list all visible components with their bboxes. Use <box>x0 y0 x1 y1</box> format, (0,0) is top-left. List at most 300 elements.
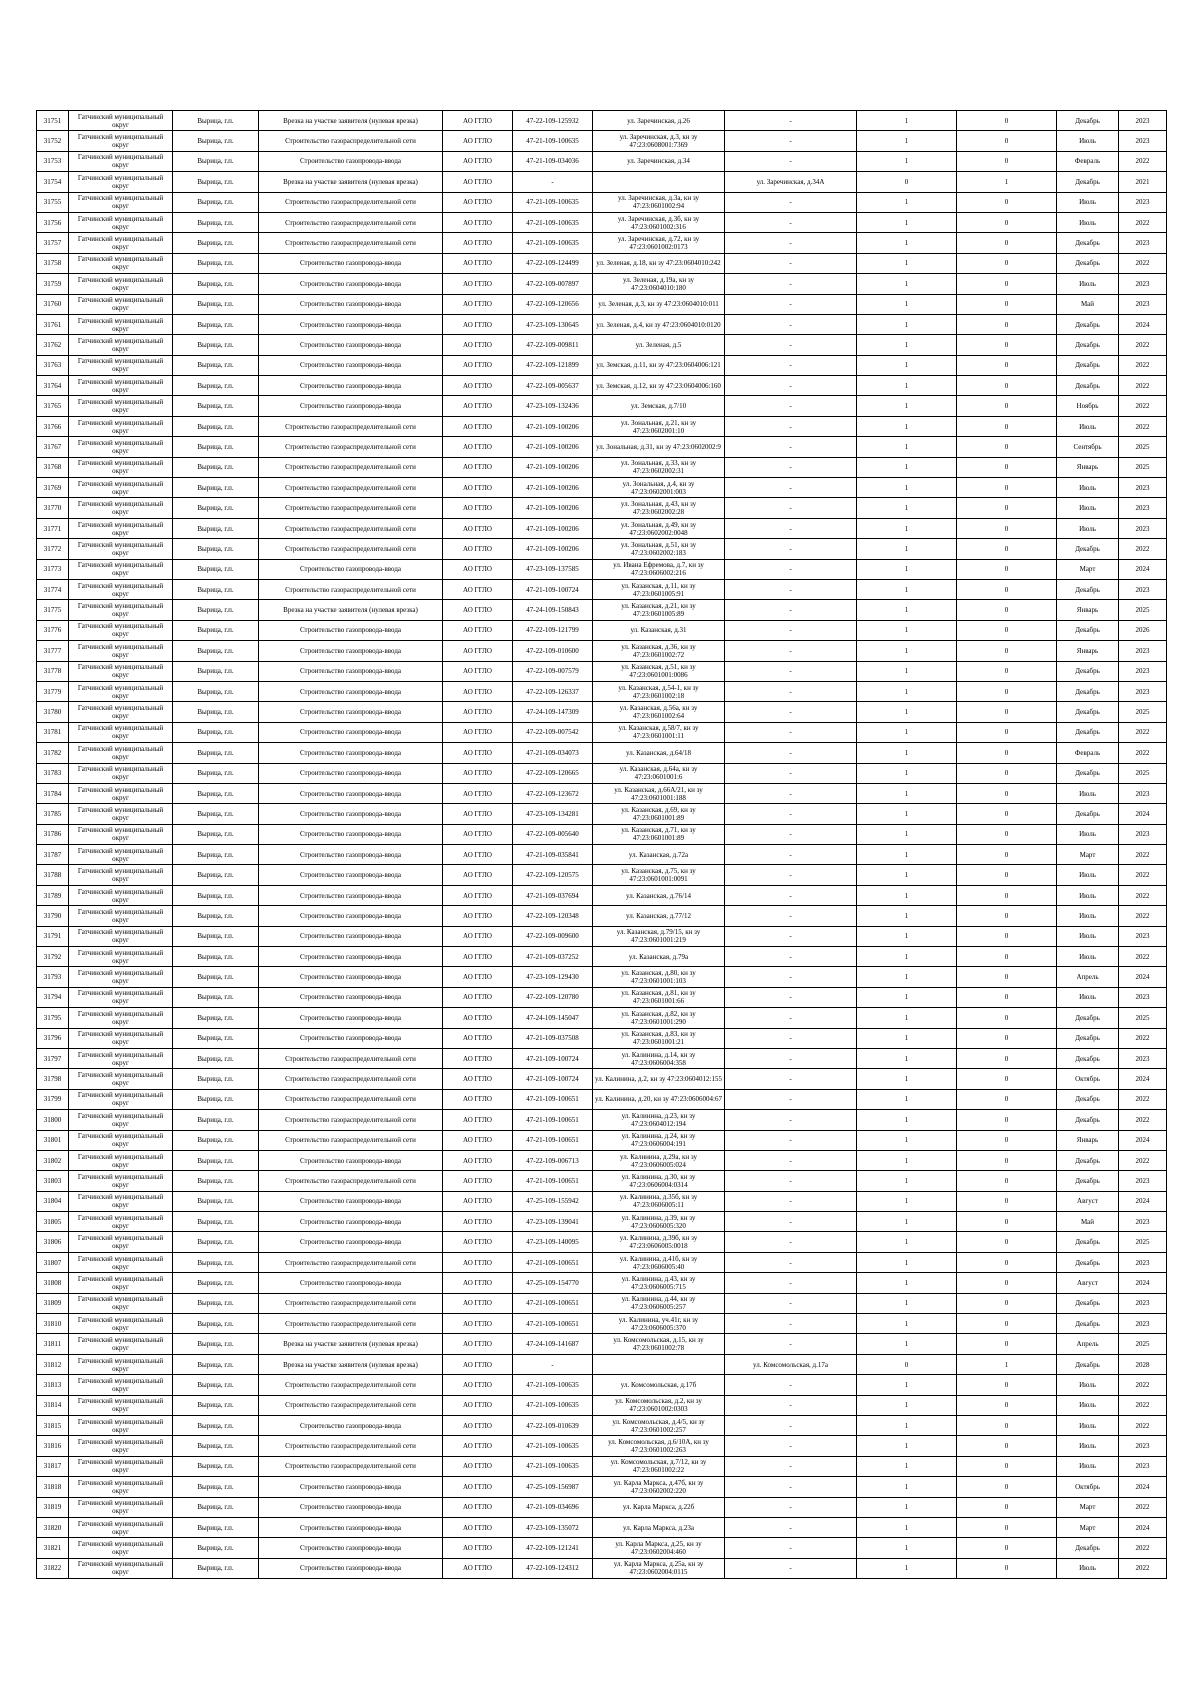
cell-month: Декабрь <box>1057 1171 1119 1191</box>
cell-count-a: 1 <box>857 274 957 294</box>
table-row <box>37 1069 1167 1089</box>
cell-count-b: 0 <box>957 335 1057 355</box>
cell-month: Июль <box>1057 947 1119 967</box>
cell-month: Февраль <box>1057 743 1119 763</box>
table-row <box>37 192 1167 212</box>
cell-organization: АО ГГЛО <box>443 478 513 498</box>
cell-count-b: 0 <box>957 294 1057 314</box>
cell-address-with-cadastral: ул. Карла Маркса, д.47б, кн зу 47:23:0602002:220 <box>593 1477 725 1497</box>
cell-settlement: Вырица, г.п. <box>173 559 259 579</box>
cell-row-number: 31768 <box>37 457 69 477</box>
cell-count-a: 1 <box>857 1293 957 1313</box>
table-row <box>37 172 1167 192</box>
cell-application-number: 47-23-109-140095 <box>513 1232 593 1252</box>
table-row <box>37 824 1167 844</box>
gas-connection-table <box>36 110 1167 1579</box>
cell-month: Июль <box>1057 478 1119 498</box>
cell-year: 2023 <box>1119 478 1167 498</box>
cell-settlement: Вырица, г.п. <box>173 539 259 559</box>
table-row <box>37 1212 1167 1232</box>
cell-address-plain: - <box>725 518 857 538</box>
cell-work-type: Строительство газораспределительной сети <box>259 437 443 457</box>
cell-district: Гатчинский муниципальный округ <box>69 253 173 273</box>
cell-application-number: 47-24-109-141687 <box>513 1334 593 1354</box>
table-row <box>37 314 1167 334</box>
cell-year: 2023 <box>1119 233 1167 253</box>
cell-work-type: Строительство газораспределительной сети <box>259 518 443 538</box>
cell-address-with-cadastral: ул. Зональная, д.49, кн зу 47:23:0602002:0048 <box>593 518 725 538</box>
cell-count-b: 0 <box>957 233 1057 253</box>
table-row <box>37 1334 1167 1354</box>
cell-count-b: 0 <box>957 987 1057 1007</box>
cell-district: Гатчинский муниципальный округ <box>69 702 173 722</box>
cell-settlement: Вырица, г.п. <box>173 396 259 416</box>
cell-work-type: Строительство газопровода-ввода <box>259 1150 443 1170</box>
cell-district: Гатчинский муниципальный округ <box>69 172 173 192</box>
cell-work-type: Строительство газопровода-ввода <box>259 151 443 171</box>
cell-district: Гатчинский муниципальный округ <box>69 1008 173 1028</box>
cell-address-with-cadastral: ул. Калинина, д.29а, кн зу 47:23:0606005:024 <box>593 1150 725 1170</box>
cell-work-type: Строительство газопровода-ввода <box>259 396 443 416</box>
cell-work-type: Строительство газопровода-ввода <box>259 1028 443 1048</box>
cell-year: 2022 <box>1119 743 1167 763</box>
cell-year: 2022 <box>1119 1375 1167 1395</box>
cell-work-type: Строительство газораспределительной сети <box>259 457 443 477</box>
cell-address-with-cadastral: ул. Комсомольская, д.2, кн зу 47:23:0601002:0303 <box>593 1395 725 1415</box>
cell-settlement: Вырица, г.п. <box>173 641 259 661</box>
cell-year: 2022 <box>1119 906 1167 926</box>
cell-count-b: 0 <box>957 1375 1057 1395</box>
cell-month: Июль <box>1057 987 1119 1007</box>
cell-district: Гатчинский муниципальный округ <box>69 804 173 824</box>
cell-district: Гатчинский муниципальный округ <box>69 620 173 640</box>
cell-count-a: 1 <box>857 1028 957 1048</box>
table-row <box>37 661 1167 681</box>
cell-count-a: 1 <box>857 1089 957 1109</box>
cell-settlement: Вырица, г.п. <box>173 947 259 967</box>
cell-year: 2023 <box>1119 1436 1167 1456</box>
table-row <box>37 1436 1167 1456</box>
cell-year: 2022 <box>1119 396 1167 416</box>
cell-year: 2024 <box>1119 1273 1167 1293</box>
cell-count-a: 1 <box>857 192 957 212</box>
cell-month: Декабрь <box>1057 1150 1119 1170</box>
cell-address-with-cadastral: ул. Казанская, д.51, кн зу 47:23:0601001:0086 <box>593 661 725 681</box>
cell-row-number: 31800 <box>37 1110 69 1130</box>
cell-settlement: Вырица, г.п. <box>173 885 259 905</box>
cell-count-a: 1 <box>857 1008 957 1028</box>
cell-count-a: 1 <box>857 457 957 477</box>
cell-work-type: Строительство газопровода-ввода <box>259 722 443 742</box>
cell-address-plain: - <box>725 1212 857 1232</box>
cell-address-with-cadastral: ул. Калинина, д.35б, кн зу 47:23:0606005:11 <box>593 1191 725 1211</box>
cell-address-plain: - <box>725 1028 857 1048</box>
cell-count-a: 1 <box>857 1110 957 1130</box>
table-row <box>37 396 1167 416</box>
cell-organization: АО ГГЛО <box>443 579 513 599</box>
cell-count-b: 0 <box>957 967 1057 987</box>
cell-count-b: 0 <box>957 804 1057 824</box>
cell-count-a: 1 <box>857 885 957 905</box>
cell-district: Гатчинский муниципальный округ <box>69 457 173 477</box>
table-row <box>37 437 1167 457</box>
cell-count-a: 1 <box>857 947 957 967</box>
cell-application-number: 47-21-109-037694 <box>513 885 593 905</box>
cell-row-number: 31813 <box>37 1375 69 1395</box>
cell-count-b: 0 <box>957 1436 1057 1456</box>
cell-address-with-cadastral: ул. Казанская, д.83, кн зу 47:23:0601001:21 <box>593 1028 725 1048</box>
cell-month: Декабрь <box>1057 763 1119 783</box>
cell-work-type: Строительство газопровода-ввода <box>259 253 443 273</box>
cell-address-plain: - <box>725 702 857 722</box>
cell-organization: АО ГГЛО <box>443 1150 513 1170</box>
cell-count-b: 0 <box>957 620 1057 640</box>
cell-count-b: 0 <box>957 1212 1057 1232</box>
cell-work-type: Строительство газораспределительной сети <box>259 1375 443 1395</box>
cell-month: Октябрь <box>1057 1477 1119 1497</box>
cell-district: Гатчинский муниципальный округ <box>69 1130 173 1150</box>
cell-address-plain: - <box>725 1252 857 1272</box>
table-row <box>37 478 1167 498</box>
cell-address-with-cadastral: ул. Казанская, д.64а, кн зу 47:23:0601001:6 <box>593 763 725 783</box>
cell-count-a: 1 <box>857 335 957 355</box>
cell-count-a: 1 <box>857 620 957 640</box>
cell-settlement: Вырица, г.п. <box>173 1497 259 1517</box>
cell-settlement: Вырица, г.п. <box>173 661 259 681</box>
cell-settlement: Вырица, г.п. <box>173 1354 259 1374</box>
cell-month: Декабрь <box>1057 355 1119 375</box>
cell-address-plain: - <box>725 131 857 151</box>
cell-address-with-cadastral: ул. Заречинская, д.3, кн зу 47:23:0608001:7369 <box>593 131 725 151</box>
cell-work-type: Строительство газопровода-ввода <box>259 559 443 579</box>
cell-count-b: 0 <box>957 1395 1057 1415</box>
cell-work-type: Строительство газопровода-ввода <box>259 865 443 885</box>
cell-count-b: 0 <box>957 885 1057 905</box>
cell-district: Гатчинский муниципальный округ <box>69 1232 173 1252</box>
cell-address-plain: - <box>725 437 857 457</box>
cell-row-number: 31814 <box>37 1395 69 1415</box>
cell-address-plain: - <box>725 1436 857 1456</box>
table-row <box>37 1008 1167 1028</box>
cell-address-with-cadastral: ул. Казанская, д.36, кн зу 47:23:0601002:72 <box>593 641 725 661</box>
cell-district: Гатчинский муниципальный округ <box>69 865 173 885</box>
cell-work-type: Строительство газопровода-ввода <box>259 1191 443 1211</box>
cell-district: Гатчинский муниципальный округ <box>69 743 173 763</box>
cell-address-plain: - <box>725 1477 857 1497</box>
cell-address-with-cadastral: ул. Зональная, д.21, кн зу 47:23:0602001:10 <box>593 416 725 436</box>
cell-organization: АО ГГЛО <box>443 1558 513 1578</box>
cell-address-with-cadastral: ул. Зеленая, д.3, кн зу 47:23:0604010:011 <box>593 294 725 314</box>
cell-year: 2023 <box>1119 1048 1167 1068</box>
cell-count-a: 1 <box>857 722 957 742</box>
cell-count-b: 0 <box>957 1558 1057 1578</box>
cell-address-plain: - <box>725 1334 857 1354</box>
table-row <box>37 702 1167 722</box>
cell-settlement: Вырица, г.п. <box>173 1436 259 1456</box>
cell-address-with-cadastral: ул. Казанская, д.76/14 <box>593 885 725 905</box>
cell-settlement: Вырица, г.п. <box>173 253 259 273</box>
cell-count-a: 1 <box>857 1456 957 1476</box>
cell-count-b: 0 <box>957 1110 1057 1130</box>
cell-settlement: Вырица, г.п. <box>173 1477 259 1497</box>
cell-year: 2025 <box>1119 1334 1167 1354</box>
cell-count-a: 1 <box>857 294 957 314</box>
cell-row-number: 31817 <box>37 1456 69 1476</box>
cell-district: Гатчинский муниципальный округ <box>69 396 173 416</box>
document-page <box>36 110 1166 1579</box>
cell-work-type: Строительство газораспределительной сети <box>259 1048 443 1068</box>
cell-work-type: Строительство газопровода-ввода <box>259 355 443 375</box>
cell-application-number: 47-22-109-007897 <box>513 274 593 294</box>
cell-address-with-cadastral: ул. Карла Маркса, д.23а <box>593 1517 725 1537</box>
cell-address-plain: - <box>725 620 857 640</box>
cell-count-b: 0 <box>957 314 1057 334</box>
cell-organization: АО ГГЛО <box>443 661 513 681</box>
cell-application-number: 47-24-109-145047 <box>513 1008 593 1028</box>
cell-work-type: Строительство газопровода-ввода <box>259 641 443 661</box>
cell-year: 2023 <box>1119 518 1167 538</box>
cell-row-number: 31785 <box>37 804 69 824</box>
cell-work-type: Строительство газопровода-ввода <box>259 967 443 987</box>
cell-settlement: Вырица, г.п. <box>173 111 259 131</box>
cell-year: 2022 <box>1119 212 1167 232</box>
cell-application-number: 47-22-109-124499 <box>513 253 593 273</box>
cell-settlement: Вырица, г.п. <box>173 987 259 1007</box>
cell-district: Гатчинский муниципальный округ <box>69 478 173 498</box>
cell-application-number: 47-21-109-100635 <box>513 1436 593 1456</box>
cell-settlement: Вырица, г.п. <box>173 824 259 844</box>
cell-settlement: Вырица, г.п. <box>173 743 259 763</box>
cell-address-with-cadastral <box>593 172 725 192</box>
cell-address-plain: - <box>725 335 857 355</box>
table-row <box>37 416 1167 436</box>
cell-district: Гатчинский муниципальный округ <box>69 906 173 926</box>
cell-month: Июль <box>1057 1416 1119 1436</box>
cell-year: 2024 <box>1119 1517 1167 1537</box>
cell-application-number: 47-25-109-156987 <box>513 1477 593 1497</box>
cell-row-number: 31762 <box>37 335 69 355</box>
cell-address-with-cadastral: ул. Калинина, д.41б, кн зу 47:23:0606005:40 <box>593 1252 725 1272</box>
cell-month: Июль <box>1057 865 1119 885</box>
cell-row-number: 31776 <box>37 620 69 640</box>
cell-organization: АО ГГЛО <box>443 314 513 334</box>
cell-application-number: 47-21-109-100651 <box>513 1171 593 1191</box>
cell-organization: АО ГГЛО <box>443 947 513 967</box>
cell-organization: АО ГГЛО <box>443 457 513 477</box>
cell-count-a: 1 <box>857 253 957 273</box>
cell-month: Апрель <box>1057 1334 1119 1354</box>
cell-application-number: 47-22-109-120656 <box>513 294 593 314</box>
cell-application-number: 47-22-109-010639 <box>513 1416 593 1436</box>
cell-address-with-cadastral: ул. Зеленая, д.18, кн зу 47:23:0604010:242 <box>593 253 725 273</box>
cell-application-number: 47-21-109-100724 <box>513 1069 593 1089</box>
cell-year: 2025 <box>1119 600 1167 620</box>
cell-application-number: 47-23-109-135072 <box>513 1517 593 1537</box>
cell-count-a: 1 <box>857 865 957 885</box>
cell-address-plain: - <box>725 1110 857 1130</box>
table-row <box>37 376 1167 396</box>
cell-application-number: 47-22-109-120575 <box>513 865 593 885</box>
cell-application-number: 47-21-109-100206 <box>513 518 593 538</box>
cell-address-plain: - <box>725 1069 857 1089</box>
cell-district: Гатчинский муниципальный округ <box>69 600 173 620</box>
cell-address-plain: - <box>725 1314 857 1334</box>
cell-row-number: 31780 <box>37 702 69 722</box>
cell-count-b: 0 <box>957 579 1057 599</box>
cell-year: 2022 <box>1119 722 1167 742</box>
cell-organization: АО ГГЛО <box>443 294 513 314</box>
cell-month: Декабрь <box>1057 233 1119 253</box>
cell-month: Декабрь <box>1057 335 1119 355</box>
cell-settlement: Вырица, г.п. <box>173 906 259 926</box>
cell-organization: АО ГГЛО <box>443 416 513 436</box>
cell-month: Март <box>1057 559 1119 579</box>
cell-address-plain: - <box>725 845 857 865</box>
cell-year: 2022 <box>1119 865 1167 885</box>
cell-row-number: 31783 <box>37 763 69 783</box>
cell-year: 2023 <box>1119 681 1167 701</box>
cell-address-plain: - <box>725 722 857 742</box>
cell-address-with-cadastral: ул. Казанская, д.79/15, кн зу 47:23:0601001:219 <box>593 926 725 946</box>
cell-application-number: 47-23-109-137585 <box>513 559 593 579</box>
cell-application-number: 47-21-109-100651 <box>513 1089 593 1109</box>
cell-address-with-cadastral: ул. Зональная, д.31, кн зу 47:23:0602002:9 <box>593 437 725 457</box>
cell-month: Декабрь <box>1057 1008 1119 1028</box>
table-row <box>37 1354 1167 1374</box>
cell-address-with-cadastral: ул. Казанская, д.11, кн зу 47:23:0601005:91 <box>593 579 725 599</box>
cell-year: 2022 <box>1119 845 1167 865</box>
cell-count-a: 1 <box>857 1150 957 1170</box>
table-row <box>37 131 1167 151</box>
cell-month: Декабрь <box>1057 620 1119 640</box>
cell-address-plain: - <box>725 987 857 1007</box>
cell-organization: АО ГГЛО <box>443 845 513 865</box>
cell-count-b: 0 <box>957 1477 1057 1497</box>
cell-row-number: 31812 <box>37 1354 69 1374</box>
cell-count-a: 1 <box>857 702 957 722</box>
cell-application-number: 47-24-109-150843 <box>513 600 593 620</box>
cell-address-plain: - <box>725 1517 857 1537</box>
cell-month: Декабрь <box>1057 376 1119 396</box>
cell-organization: АО ГГЛО <box>443 1314 513 1334</box>
cell-address-plain: - <box>725 294 857 314</box>
cell-row-number: 31818 <box>37 1477 69 1497</box>
cell-count-a: 1 <box>857 1558 957 1578</box>
cell-count-b: 0 <box>957 681 1057 701</box>
cell-work-type: Строительство газораспределительной сети <box>259 212 443 232</box>
table-row <box>37 1477 1167 1497</box>
cell-address-with-cadastral: ул. Калинина, д.39, кн зу 47:23:0606005:320 <box>593 1212 725 1232</box>
cell-count-b: 1 <box>957 1354 1057 1374</box>
cell-address-plain: - <box>725 233 857 253</box>
cell-year: 2023 <box>1119 111 1167 131</box>
cell-settlement: Вырица, г.п. <box>173 172 259 192</box>
cell-address-with-cadastral: ул. Казанская, д.54-1, кн зу 47:23:0601002:18 <box>593 681 725 701</box>
cell-settlement: Вырица, г.п. <box>173 518 259 538</box>
cell-organization: АО ГГЛО <box>443 600 513 620</box>
cell-year: 2026 <box>1119 620 1167 640</box>
cell-application-number: 47-21-109-100635 <box>513 131 593 151</box>
cell-address-with-cadastral: ул. Земская, д.12, кн зу 47:23:0604006:160 <box>593 376 725 396</box>
cell-settlement: Вырица, г.п. <box>173 865 259 885</box>
cell-row-number: 31804 <box>37 1191 69 1211</box>
table-row <box>37 1130 1167 1150</box>
cell-count-b: 0 <box>957 151 1057 171</box>
cell-organization: АО ГГЛО <box>443 253 513 273</box>
cell-count-a: 1 <box>857 498 957 518</box>
cell-month: Январь <box>1057 641 1119 661</box>
cell-year: 2022 <box>1119 416 1167 436</box>
cell-year: 2023 <box>1119 783 1167 803</box>
cell-district: Гатчинский муниципальный округ <box>69 1517 173 1537</box>
cell-month: Август <box>1057 1273 1119 1293</box>
cell-application-number: 47-21-109-100635 <box>513 212 593 232</box>
cell-month: Декабрь <box>1057 1110 1119 1130</box>
cell-count-a: 1 <box>857 1252 957 1272</box>
table-row <box>37 498 1167 518</box>
cell-count-b: 0 <box>957 1497 1057 1517</box>
cell-organization: АО ГГЛО <box>443 559 513 579</box>
cell-year: 2023 <box>1119 1314 1167 1334</box>
cell-month: Декабрь <box>1057 1252 1119 1272</box>
cell-row-number: 31819 <box>37 1497 69 1517</box>
cell-row-number: 31793 <box>37 967 69 987</box>
cell-organization: АО ГГЛО <box>443 274 513 294</box>
cell-application-number: 47-23-109-130645 <box>513 314 593 334</box>
cell-year: 2023 <box>1119 641 1167 661</box>
cell-year: 2022 <box>1119 151 1167 171</box>
cell-year: 2022 <box>1119 1395 1167 1415</box>
cell-address-with-cadastral: ул. Карла Маркса, д.25а, кн зу 47:23:0602004:0115 <box>593 1558 725 1578</box>
cell-count-b: 0 <box>957 722 1057 742</box>
cell-address-with-cadastral: ул. Калинина, д.20, кн зу 47:23:0606004:67 <box>593 1089 725 1109</box>
cell-address-plain: - <box>725 681 857 701</box>
cell-district: Гатчинский муниципальный округ <box>69 314 173 334</box>
cell-year: 2023 <box>1119 987 1167 1007</box>
cell-row-number: 31791 <box>37 926 69 946</box>
cell-district: Гатчинский муниципальный округ <box>69 1334 173 1354</box>
cell-work-type: Строительство газораспределительной сети <box>259 1171 443 1191</box>
cell-application-number: 47-22-109-124312 <box>513 1558 593 1578</box>
cell-work-type: Строительство газопровода-ввода <box>259 947 443 967</box>
cell-count-b: 0 <box>957 457 1057 477</box>
cell-address-with-cadastral: ул. Комсомольская, д.15, кн зу 47:23:0601002:78 <box>593 1334 725 1354</box>
cell-year: 2022 <box>1119 253 1167 273</box>
cell-row-number: 31784 <box>37 783 69 803</box>
cell-address-with-cadastral: ул. Комсомольская, д.7/12, кн зу 47:23:0601002:22 <box>593 1456 725 1476</box>
table-row <box>37 457 1167 477</box>
cell-settlement: Вырица, г.п. <box>173 1456 259 1476</box>
table-row <box>37 722 1167 742</box>
cell-settlement: Вырица, г.п. <box>173 192 259 212</box>
cell-row-number: 31773 <box>37 559 69 579</box>
table-row <box>37 1048 1167 1068</box>
cell-year: 2022 <box>1119 947 1167 967</box>
cell-year: 2025 <box>1119 1232 1167 1252</box>
cell-district: Гатчинский муниципальный округ <box>69 1273 173 1293</box>
cell-address-with-cadastral: ул. Казанская, д.69, кн зу 47:23:0601001:89 <box>593 804 725 824</box>
cell-month: Декабрь <box>1057 172 1119 192</box>
cell-month: Декабрь <box>1057 702 1119 722</box>
cell-application-number: 47-21-109-100635 <box>513 1395 593 1415</box>
cell-count-a: 1 <box>857 131 957 151</box>
cell-count-b: 0 <box>957 600 1057 620</box>
cell-month: Декабрь <box>1057 579 1119 599</box>
cell-year: 2022 <box>1119 1538 1167 1558</box>
cell-application-number: 47-22-109-005640 <box>513 824 593 844</box>
cell-count-b: 0 <box>957 1191 1057 1211</box>
cell-count-a: 1 <box>857 539 957 559</box>
